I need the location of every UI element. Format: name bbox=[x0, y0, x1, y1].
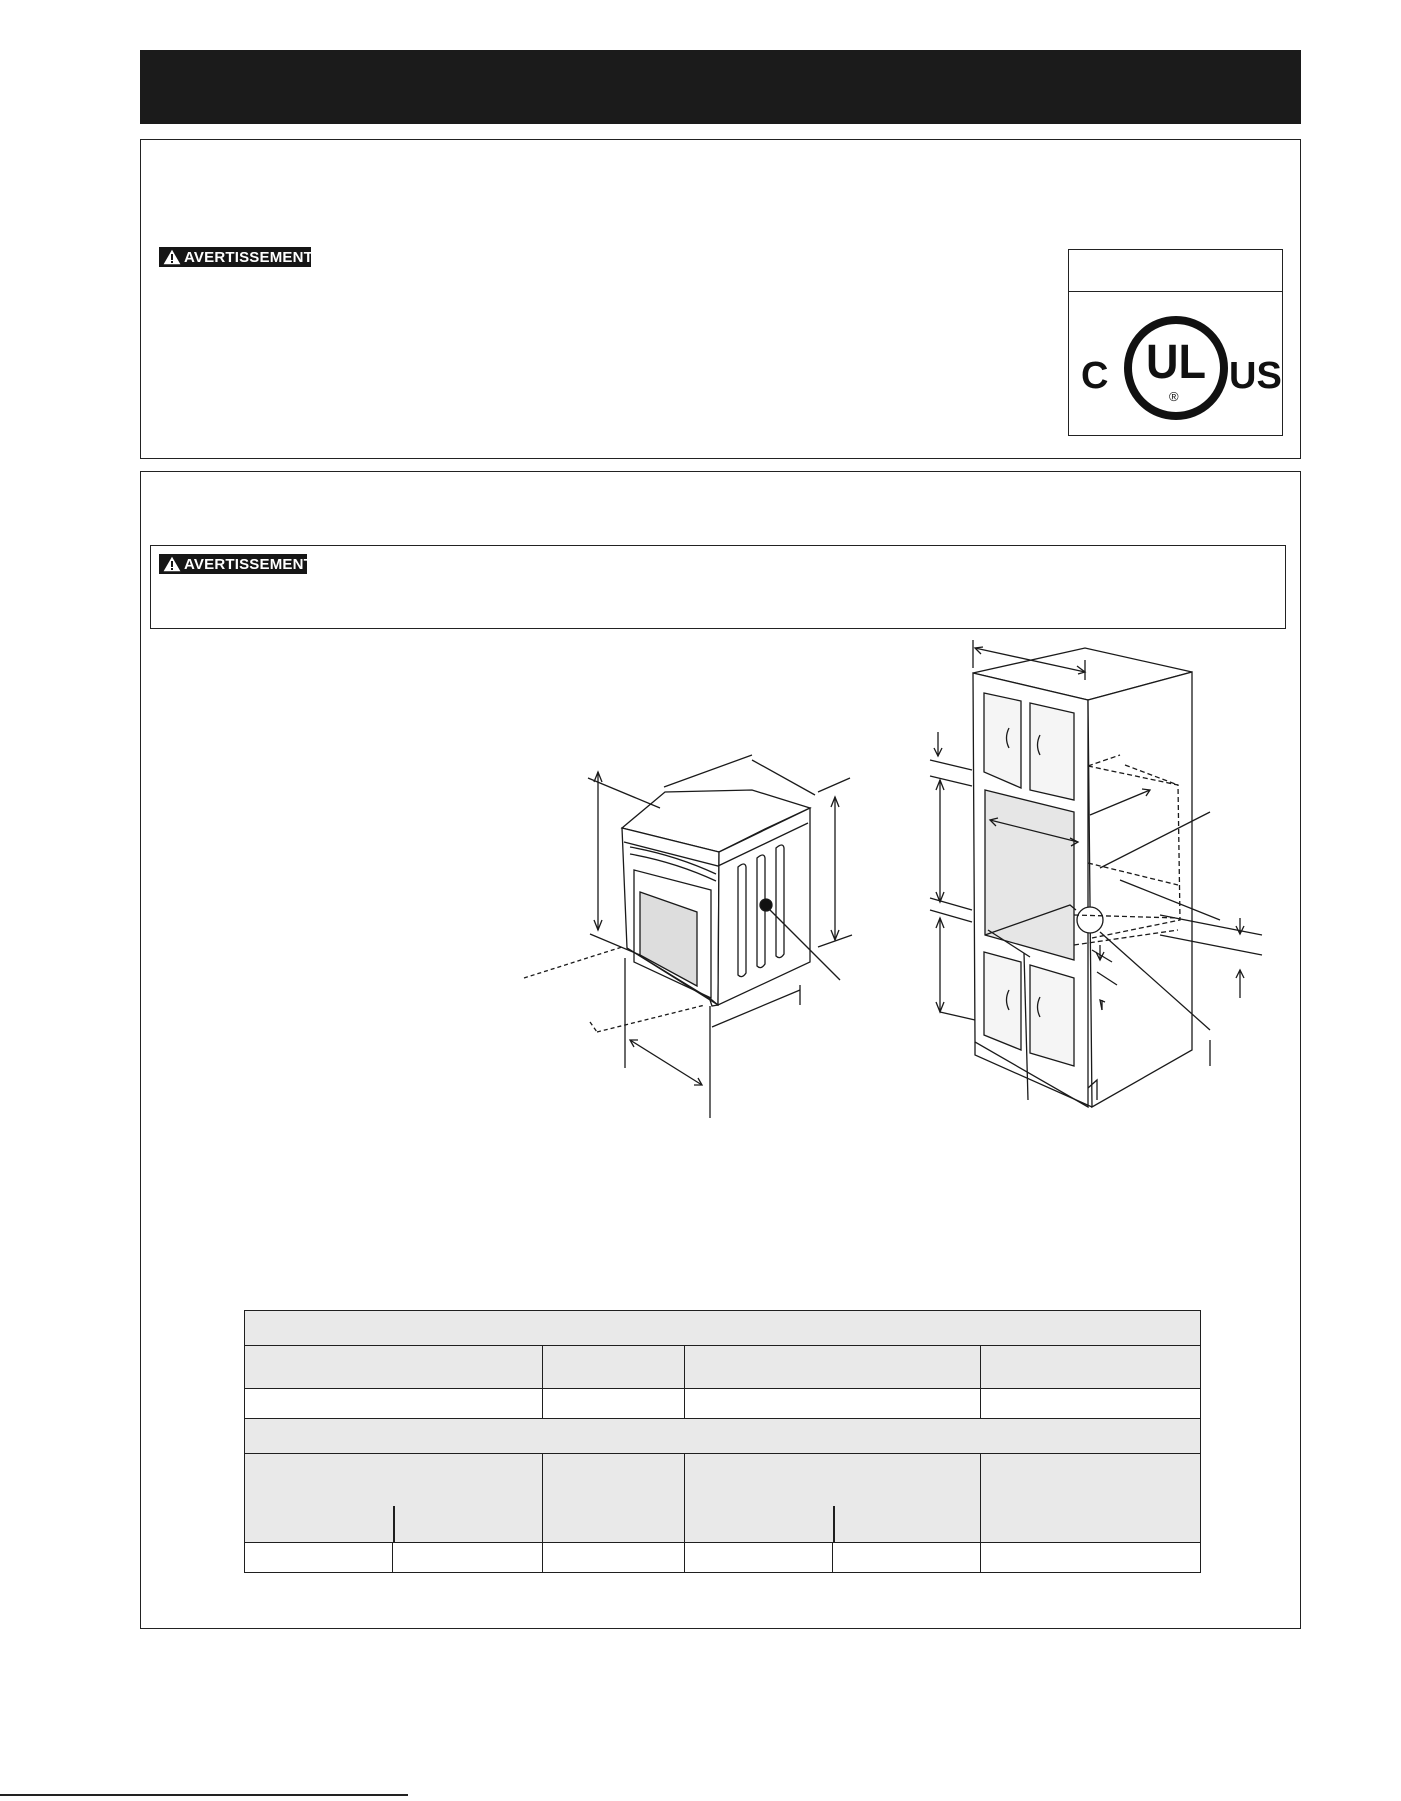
table-cell bbox=[393, 1543, 543, 1573]
cabinet-illustration bbox=[930, 640, 1262, 1107]
table-header-row bbox=[245, 1346, 1201, 1389]
table-band-cell bbox=[245, 1311, 1201, 1346]
table-cell bbox=[543, 1543, 685, 1573]
table-cell bbox=[833, 1543, 981, 1573]
warning-label-top: AVERTISSEMENT bbox=[184, 248, 314, 266]
footer-rule bbox=[0, 1794, 408, 1796]
table-cell bbox=[981, 1543, 1201, 1573]
cert-left-letter: C bbox=[1081, 355, 1109, 397]
warning-label-bottom: AVERTISSEMENT bbox=[184, 555, 314, 573]
table-cell bbox=[981, 1389, 1201, 1419]
cert-mark-letters: UL bbox=[1146, 336, 1206, 389]
table-header-cell bbox=[685, 1454, 981, 1543]
table-band-cell bbox=[245, 1419, 1201, 1454]
table-header-cell bbox=[543, 1454, 685, 1543]
table-header-cell bbox=[543, 1346, 685, 1389]
table-header-cell bbox=[981, 1454, 1201, 1543]
table-band-2 bbox=[245, 1419, 1201, 1454]
table-cell bbox=[543, 1389, 685, 1419]
specifications-table bbox=[244, 1310, 1201, 1573]
table-header-cell bbox=[245, 1346, 543, 1389]
table-header-cell bbox=[981, 1346, 1201, 1389]
table-band-1 bbox=[245, 1311, 1201, 1346]
table-cell bbox=[245, 1543, 393, 1573]
table-header-cell bbox=[245, 1454, 543, 1543]
table-cell bbox=[245, 1389, 543, 1419]
table-cell bbox=[685, 1543, 833, 1573]
table-row bbox=[245, 1389, 1201, 1419]
table-cell bbox=[685, 1389, 981, 1419]
wall-oven-illustration bbox=[588, 755, 852, 1118]
cert-right-letters: US bbox=[1229, 355, 1282, 397]
table-header-row-2 bbox=[245, 1454, 1201, 1543]
table-row bbox=[245, 1543, 1201, 1573]
table-header-cell bbox=[685, 1346, 981, 1389]
cert-registered: ® bbox=[1169, 389, 1179, 404]
